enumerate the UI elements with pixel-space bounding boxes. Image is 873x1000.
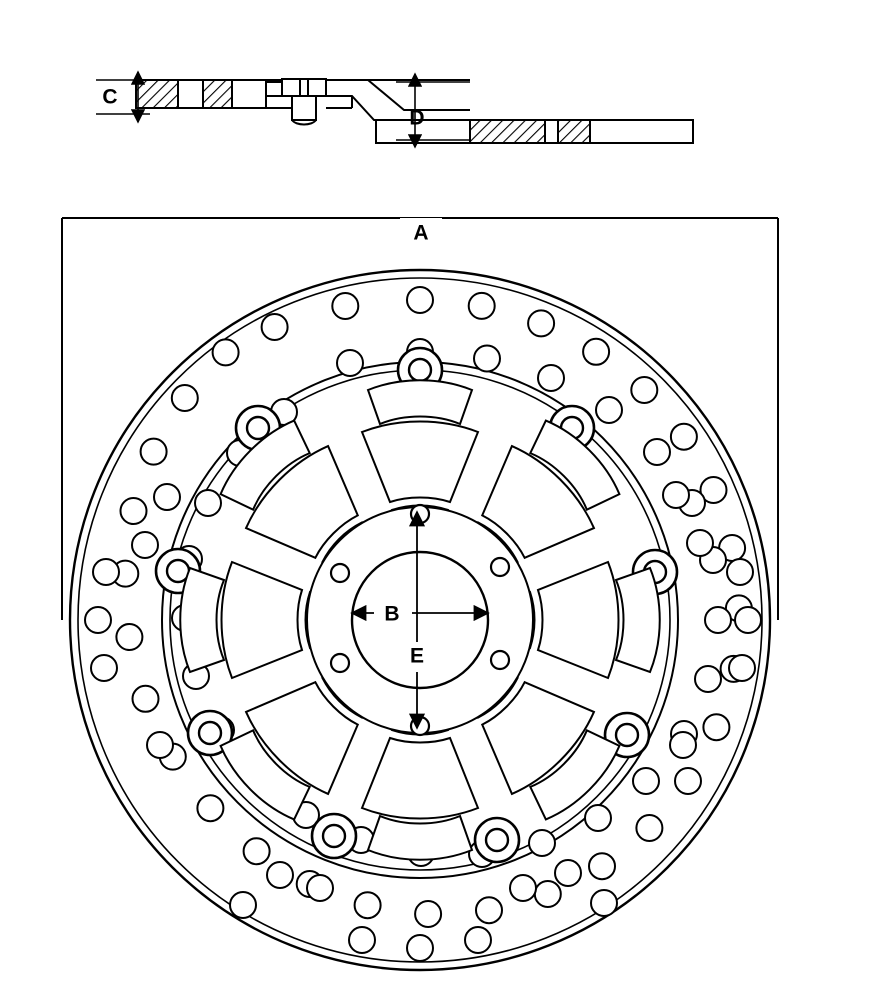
section-view <box>96 72 693 147</box>
dimension-label-c: C <box>102 85 118 109</box>
dimension-label-d: D <box>409 106 425 130</box>
dimension-label-b: B <box>384 602 400 626</box>
section-left-blade <box>136 80 266 108</box>
rivet <box>475 818 519 862</box>
rivet <box>312 814 356 858</box>
section-hub <box>282 79 326 125</box>
dimension-label-a: A <box>413 221 429 245</box>
dimension-label-e: E <box>409 644 425 668</box>
section-right-carrier <box>326 80 470 120</box>
front-view <box>62 218 778 970</box>
